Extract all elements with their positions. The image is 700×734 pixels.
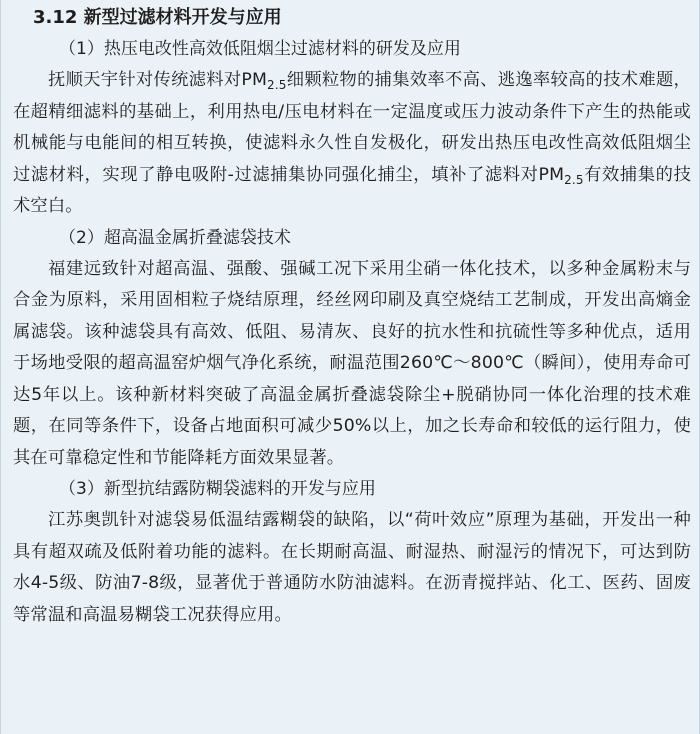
paragraph-1-text-c: 有效捕集的技术空白。 xyxy=(13,164,691,216)
section-heading: 3.12 新型过滤材料开发与应用 xyxy=(33,7,282,28)
paragraph-3: 江苏奥凯针对滤袋易低温结露糊袋的缺陷，以“荷叶效应”原理为基础，开发出一种具有超双疏及低附着功能的滤料。在长期耐高温、耐湿热、耐湿污的情况下，可达到防水4-5级、防油7-8级，显著优于普通防水防油滤料。在沥青搅拌站、化工、医药、固废等常温和高温易糊袋工况获得应用。 xyxy=(13,510,691,625)
paragraph-1-text-b: 细颗粒物的捕集效率不高、逃逸率较高的技术难题，在超精细滤料的基础上，利用热电/压电材料在一定温度或压力波动条件下产生的热能或机械能与电能间的相互转换，使滤料永久性自发极化，研发出热压电改性高效低阻烟尘过滤材料，实现了静电吸附-过滤捕集协同强化捕尘，填补了滤料对PM xyxy=(13,70,691,185)
paragraph-1 xyxy=(13,65,691,223)
pm-subscript-1: 2.5 xyxy=(267,78,287,92)
subheading-2: （2）超高温金属折叠滤袋技术 xyxy=(59,227,291,248)
pm-subscript-2: 2.5 xyxy=(564,172,584,187)
subheading-1: （1）热压电改性高效低阻烟尘过滤材料的研发及应用 xyxy=(59,39,461,59)
subheading-3: （3）新型抗结露防糊袋滤料的开发与应用 xyxy=(59,479,376,499)
paragraph-2: 福建远致针对超高温、强酸、强碱工况下采用尘硝一体化技术，以多种金属粉末与合金为原料，采用固相粒子烧结原理，经丝网印刷及真空烧结工艺制成，开发出高熵金属滤袋。该种滤袋具有高效、低阻、易清灰、良好的抗水性和抗硫性等多种优点，适用于场地受限的超高温窑炉烟气净化系统，耐温范围260℃～800℃（瞬间），使用寿命可达5年以上。该种新材料突破了高温金属折叠滤袋除尘+脱硝协同一体化治理的技术难题，在同等条件下，设备占地面积可减少50%以上，加之长寿命和较低的运行阻力，使其在可靠稳定性和节能降耗方面效果显著。 xyxy=(13,258,691,468)
paragraph-1-text-a: 抚顺天宇针对传统滤料对PM xyxy=(48,70,268,90)
